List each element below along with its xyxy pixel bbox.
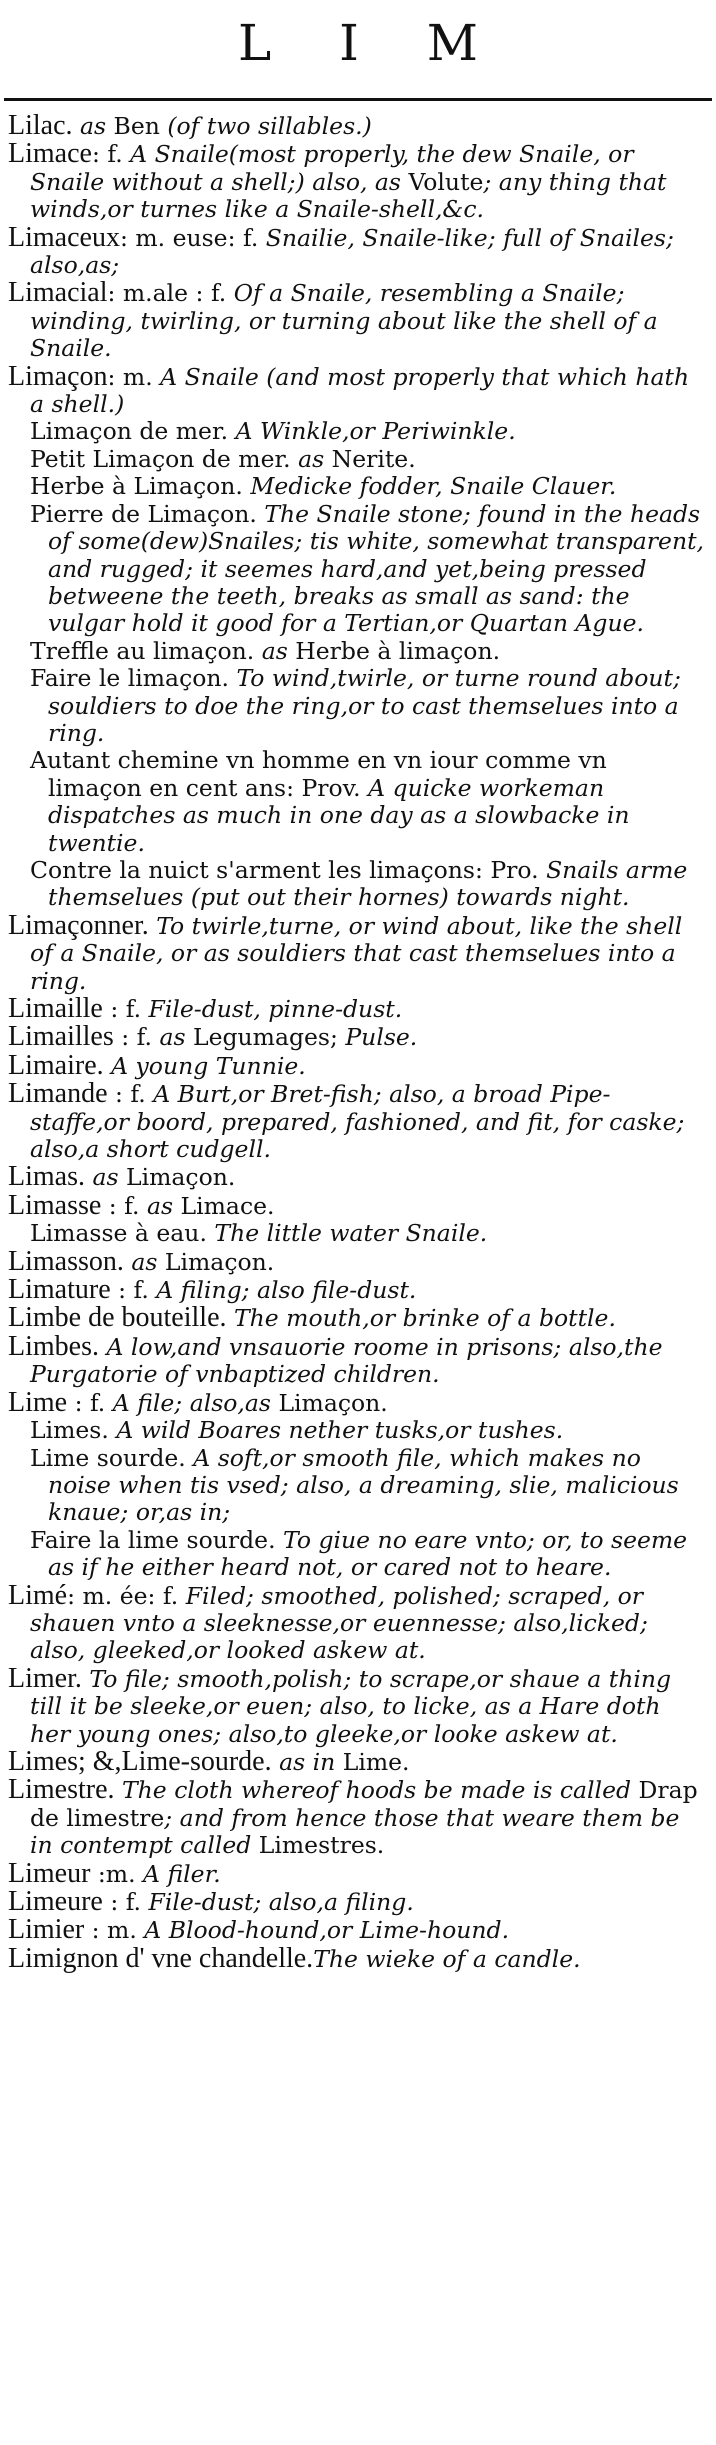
entry-text: Limestres. [258, 1831, 385, 1860]
headword: Limas. [8, 1161, 85, 1193]
headword: Lilac. [8, 110, 73, 141]
dictionary-subentry [8, 638, 708, 665]
definition-text: To twirle,turne, or wind about, like the shell of a Snaile, or as souldiers that cast themselues into a ring. [30, 911, 683, 995]
definition-text: A young Tunnie. [103, 1051, 306, 1080]
entry-text: Herbe à limaçon. [295, 636, 501, 665]
definition-text: as [123, 1247, 165, 1276]
definition-text: A Winkle,or Periwinkle. [235, 417, 516, 446]
dictionary-subentry [8, 446, 708, 473]
dictionary-subentry [8, 1527, 708, 1582]
definition-text: A low,and vnsauorie roome in prisons; also,the Purgatorie of vnbaptized children. [30, 1332, 663, 1389]
headword: Limignon d' vne chandelle. [8, 1942, 314, 1974]
definition-text: The wieke of a candle. [313, 1944, 581, 1973]
dictionary-subentry [8, 665, 708, 747]
entry-text: : f. [107, 1080, 154, 1109]
entry-text: : f. [113, 1023, 160, 1052]
entry-text: Contre la nuict s'arment les limaçons: Pro. [30, 855, 547, 884]
definition-text: A file; also,as [112, 1388, 279, 1417]
definition-text: Pulse. [345, 1023, 418, 1052]
dictionary-entry [8, 112, 708, 140]
entry-text: Ben [113, 112, 168, 140]
dictionary-entry [8, 1776, 708, 1859]
definition-text: as [85, 1163, 127, 1192]
entry-text: Volute [408, 167, 484, 196]
dictionary-subentry [8, 501, 708, 638]
entry-text: Herbe à Limaçon. [30, 472, 251, 501]
dictionary-entry [8, 1916, 708, 1944]
dictionary-entry [8, 1304, 708, 1332]
definition-text: A Blood-hound,or Lime-hound. [144, 1916, 510, 1945]
dictionary-entry [8, 221, 708, 280]
entry-text: : m. [107, 362, 161, 391]
definition-text: A Snaile (and most properly that which hath a shell.) [30, 362, 690, 419]
entry-text: Pierre de Limaçon. [30, 499, 265, 528]
dictionary-entry [8, 140, 708, 223]
definition-text: To wind,twirle, or turne round about; souldiers to doe the ring,or to cast themselues into a ring. [48, 664, 681, 747]
dictionary-entry [8, 1942, 708, 1974]
entry-text: : f. [67, 1388, 113, 1417]
dictionary-subentry [8, 418, 708, 445]
entry-text: Limaçon. [164, 1247, 275, 1276]
page-header: L I M [238, 14, 504, 72]
entry-text: : f. [91, 140, 131, 169]
headword: Limestre. [8, 1774, 115, 1806]
entry-text: Autant chemine vn homme en vn iour comme vn limaçon en cent ans: Prov. [30, 746, 607, 802]
definition-text: as [261, 636, 296, 665]
dictionary-entry [8, 909, 708, 995]
definition-text: File-dust; also,a filing. [148, 1888, 414, 1916]
headword: Limailles [8, 1021, 114, 1053]
definition-text: as [72, 112, 114, 140]
definition-text: (of two sillables.) [167, 112, 372, 140]
dictionary-entry [8, 1189, 708, 1221]
definition-text: as [298, 444, 332, 473]
headword: Limer. [8, 1662, 82, 1694]
headword: Limeure [8, 1886, 103, 1917]
entry-text: Legumages; [192, 1023, 346, 1052]
entry-text: Lime sourde. [30, 1443, 194, 1472]
header-rule [4, 98, 712, 101]
dictionary-entry [8, 1330, 708, 1389]
definition-text: A quicke workeman dispatches as much in one day as a slowbacke in twentie. [48, 773, 630, 857]
definition-text: The cloth whereof hoods be made is called [114, 1776, 639, 1805]
entry-list [8, 112, 708, 1973]
headword: Limbe de bouteille. [8, 1302, 227, 1334]
dictionary-entry [8, 1276, 708, 1304]
entry-text: : f. [102, 1888, 149, 1916]
entry-text: Faire la lime sourde. [30, 1525, 284, 1554]
dictionary-entry [8, 360, 708, 419]
entry-text: :m. [90, 1859, 144, 1888]
headword: Limace [8, 138, 92, 170]
entry-text: : m. [84, 1916, 145, 1945]
entry-text: : f. [101, 1191, 147, 1220]
entry-text: Limaçon de mer. [30, 417, 236, 446]
headword: Limes; &,Lime-sourde. [8, 1745, 272, 1777]
dictionary-entry [8, 1662, 708, 1748]
definition-text: Snailie, Snaile-like; full of Snailes; also,as; [30, 223, 674, 280]
entry-text: Limes. [30, 1416, 117, 1445]
dictionary-entry [8, 995, 708, 1023]
headword: Limacial [8, 277, 108, 309]
entry-text: Petit Limaçon de mer. [30, 444, 299, 473]
definition-text: Of a Snaile, resembling a Snaile; winding, twirling, or turning about like the shell of a Snaile. [30, 279, 658, 363]
entry-text: Treffle au limaçon. [30, 636, 262, 665]
definition-text: The mouth,or brinke of a bottle. [226, 1304, 616, 1333]
definition-text: ; any thing that winds,or turnes like a Snaile-shell,&c. [30, 167, 667, 224]
definition-text: The Snaile stone; found in the heads of some(dew)Snailes; tis white, somewhat transparent, and rugged; it seemes hard,and yet,being pressed betweene the teeth, breaks as small as sand: the vulgar hold it good for a Tertian,or Quartan Ague. [48, 499, 704, 638]
dictionary-entry [8, 1023, 708, 1051]
dictionary-entry [8, 1245, 708, 1277]
definition-text: A Snaile(most properly, the dew Snaile, or Snaile without a shell;) also, as [30, 140, 634, 196]
dictionary-entry [8, 1579, 708, 1665]
entry-text: Limaçon. [278, 1388, 388, 1417]
entry-text: Lime. [342, 1747, 410, 1776]
definition-text: Medicke fodder, Snaile Clauer. [250, 472, 617, 501]
definition-text: File-dust, pinne-dust. [148, 995, 403, 1023]
dictionary-entry [8, 1888, 708, 1916]
headword: Limaille [8, 993, 103, 1024]
definition-text: A wild Boares nether tusks,or tushes. [116, 1416, 564, 1445]
headword: Limé [8, 1579, 68, 1611]
entry-text: Drap de limestre [30, 1776, 698, 1832]
entry-text: Limace. [180, 1191, 275, 1220]
dictionary-subentry [8, 473, 708, 500]
dictionary-entry [8, 279, 708, 362]
headword: Limasse [8, 1189, 102, 1221]
headword: Limaçonner. [8, 909, 149, 941]
dictionary-entry [8, 1049, 708, 1081]
dictionary-subentry [8, 1417, 708, 1444]
entry-text: Nerite. [331, 444, 416, 473]
entry-text: : f. [102, 995, 149, 1023]
dictionary-subentry [8, 1445, 708, 1527]
headword: Limbes. [8, 1330, 99, 1362]
definition-text: Snails arme themselues (put out their hornes) towards night. [48, 855, 688, 912]
dictionary-subentry [8, 857, 708, 912]
definition-text: A filer. [143, 1859, 221, 1888]
dictionary-entry [8, 1386, 708, 1418]
definition-text: ; and from hence those that weare them be in contempt called [30, 1803, 680, 1860]
headword: Limier [8, 1914, 85, 1946]
dictionary-entry [8, 1857, 708, 1889]
entry-text: : m. euse: f. [119, 223, 266, 252]
definition-text: A Burt,or Bret-fish; also, a broad Pipe-staffe,or boord, prepared, fashioned, and fit, for caske; also,a short cudgell. [30, 1080, 685, 1164]
definition-text: A filing; also file-dust. [156, 1276, 417, 1305]
headword: Limasson. [8, 1245, 124, 1277]
headword: Lime [8, 1386, 68, 1418]
entry-text: Limaçon. [126, 1163, 236, 1192]
dictionary-entry [8, 1745, 708, 1777]
headword: Limeur [8, 1857, 91, 1889]
definition-text: as in [271, 1747, 343, 1776]
entry-text: : m.ale : f. [107, 279, 234, 308]
definition-text: A soft,or smooth file, which makes no noise when tis vsed; also, a dreaming, slie, malicious knaue; or,as in; [48, 1443, 679, 1527]
entry-text: Faire le limaçon. [30, 664, 237, 693]
definition-text: Filed; smoothed, polished; scraped, or shauen vnto a sleeknesse,or euennesse; also,licked; also, gleeked,or looked askew at. [30, 1581, 648, 1665]
dictionary-entry [8, 1080, 708, 1163]
entry-text: Limasse à eau. [30, 1219, 215, 1248]
definition-text: as [146, 1191, 181, 1220]
definition-text: To file; smooth,polish; to scrape,or shaue a thing till it be sleeke,or euen; also, to licke, as a Hare doth her young ones; also,to gleeke,or looke askew at. [30, 1664, 672, 1748]
dictionary-subentry [8, 747, 708, 857]
dictionary-subentry [8, 1220, 708, 1247]
entry-text: : m. ée: f. [67, 1581, 186, 1610]
headword: Limaire. [8, 1049, 104, 1081]
definition-text: The little water Snaile. [214, 1219, 488, 1248]
headword: Limande [8, 1078, 108, 1110]
headword: Limature [8, 1274, 111, 1306]
entry-text: : f. [110, 1276, 157, 1305]
headword: Limaceux [8, 221, 120, 253]
dictionary-entry [8, 1163, 708, 1191]
headword: Limaçon [8, 360, 108, 392]
definition-text: To giue no eare vnto; or, to seeme as if he either heard not, or cared not to heare. [48, 1525, 688, 1582]
definition-text: as [159, 1023, 193, 1052]
